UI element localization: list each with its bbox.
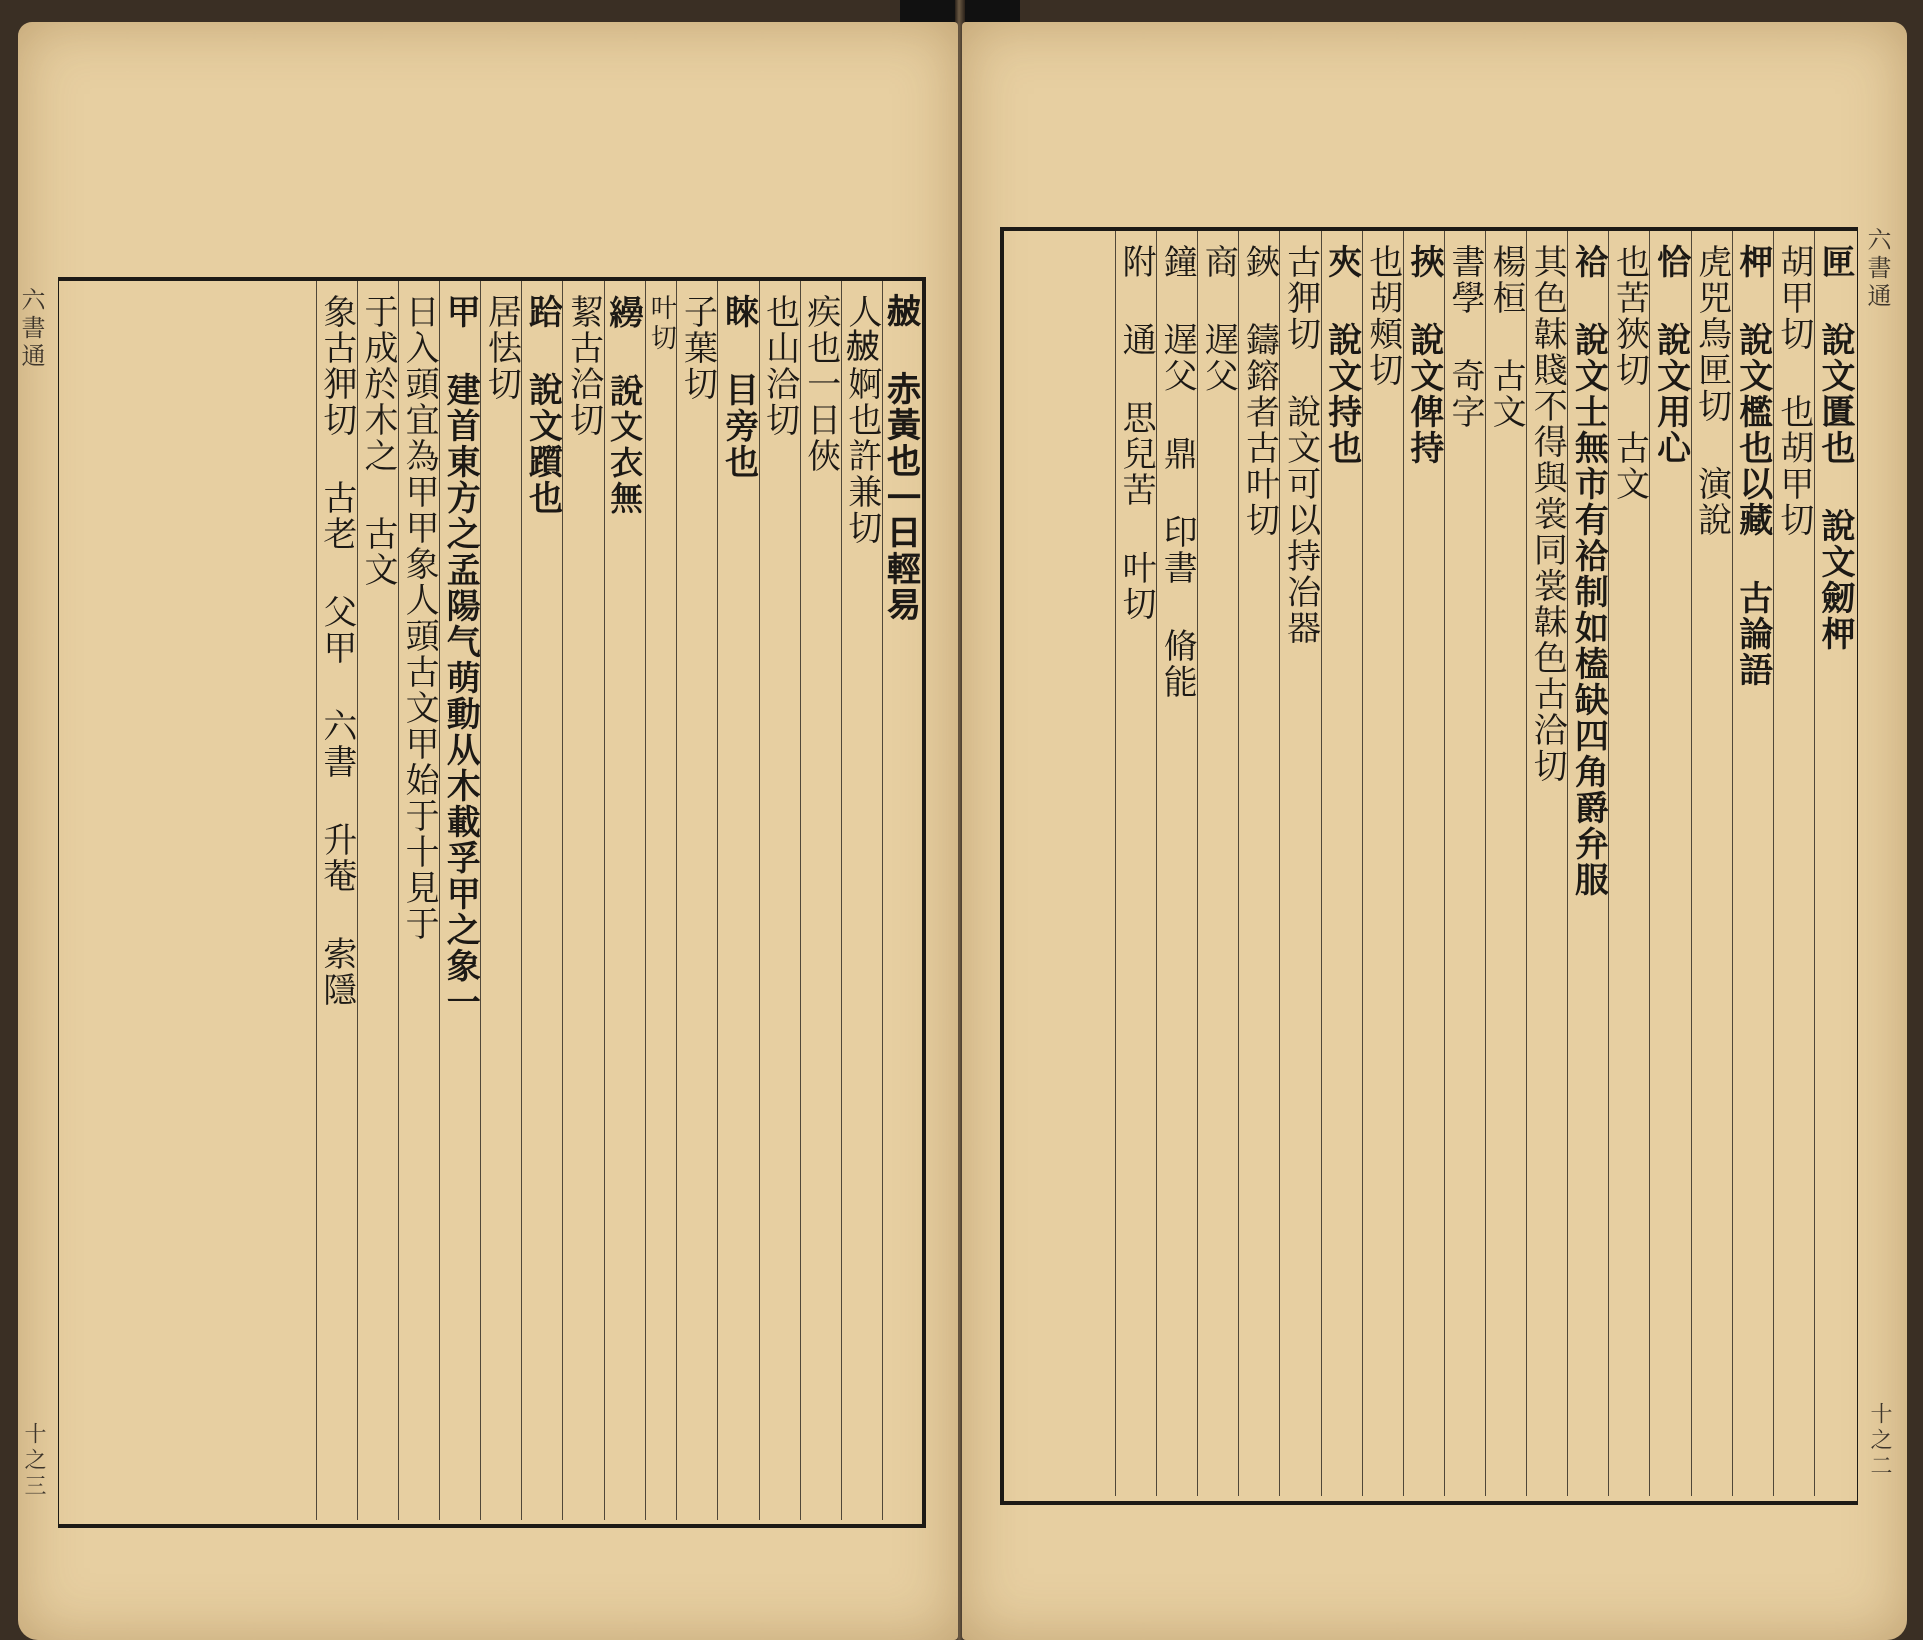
right-margin-title: 六書通 [1863,227,1891,311]
text-column: 商 遅父 [1197,230,1238,1496]
left-margin-title: 六書通 [17,287,45,371]
text-column: 恰 說文用心 [1649,230,1690,1496]
text-column: 虎兕鳥匣切 演說 [1691,230,1732,1496]
text-column: 挾 說文俾持 [1403,230,1444,1496]
text-column: 古狎切 說文可以持冶器 [1279,230,1320,1496]
left-columns [58,280,923,1520]
left-page-number: 十之三 [21,1422,46,1500]
text-column: 鐘 遅父 鼎 印書 脩能 [1156,230,1197,1496]
text-column: 其色韎賤不得與裳同裳韎色古洽切 [1526,230,1567,1496]
text-column: 絜古洽切 [562,280,603,1520]
text-column: 𦆅 說文衣無 [604,280,645,1520]
text-column: 祫 說文士無市有祫制如榼缺四角爵弁服 [1567,230,1608,1496]
text-column: 柙 說文檻也以藏 古論語 [1732,230,1773,1496]
text-column: 也山洽切 [759,280,800,1520]
text-column: 象古狎切 古老 父甲 六書 升菴 索隱 [316,280,357,1520]
text-column: 疾也一日俠 [800,280,841,1520]
text-column: 𧹞 赤黃也一日輕易 [882,280,923,1520]
right-page-number: 十之二 [1867,1402,1892,1480]
text-column: 于成於木之 古文 [357,280,398,1520]
text-column: 書學 奇字 [1444,230,1485,1496]
text-column: 甲 建首東方之孟陽气萌動从木載孚甲之象一 [439,280,480,1520]
left-page [18,22,958,1640]
text-column: 人𧹞婀也許兼切 [841,280,882,1520]
text-column: 也苦狹切 古文 [1608,230,1649,1496]
text-column: 夾 說文持也 [1321,230,1362,1496]
text-column: 胡甲切 也胡甲切 [1773,230,1814,1496]
right-page [962,22,1907,1640]
text-column: 楊桓 古文 [1485,230,1526,1496]
text-column: 附 通 思兒苦 叶切 [1115,230,1156,1496]
text-column: 也胡頰切 [1362,230,1403,1496]
text-column: 子葉切 [676,280,717,1520]
text-column: 日入頭宜為甲甲象人頭古文甲始于十見于 [398,280,439,1520]
text-column: 睞 目旁也 [717,280,758,1520]
text-column: 匣 說文匱也 說文劒柙 [1814,230,1855,1496]
right-columns [1000,230,1855,1496]
text-column: 鋏 鑄鎔者古叶切 [1238,230,1279,1496]
text-column: 居怯切 [480,280,521,1520]
text-column: 叶切 [645,280,677,1520]
text-column: 跲 說文躓也 [521,280,562,1520]
